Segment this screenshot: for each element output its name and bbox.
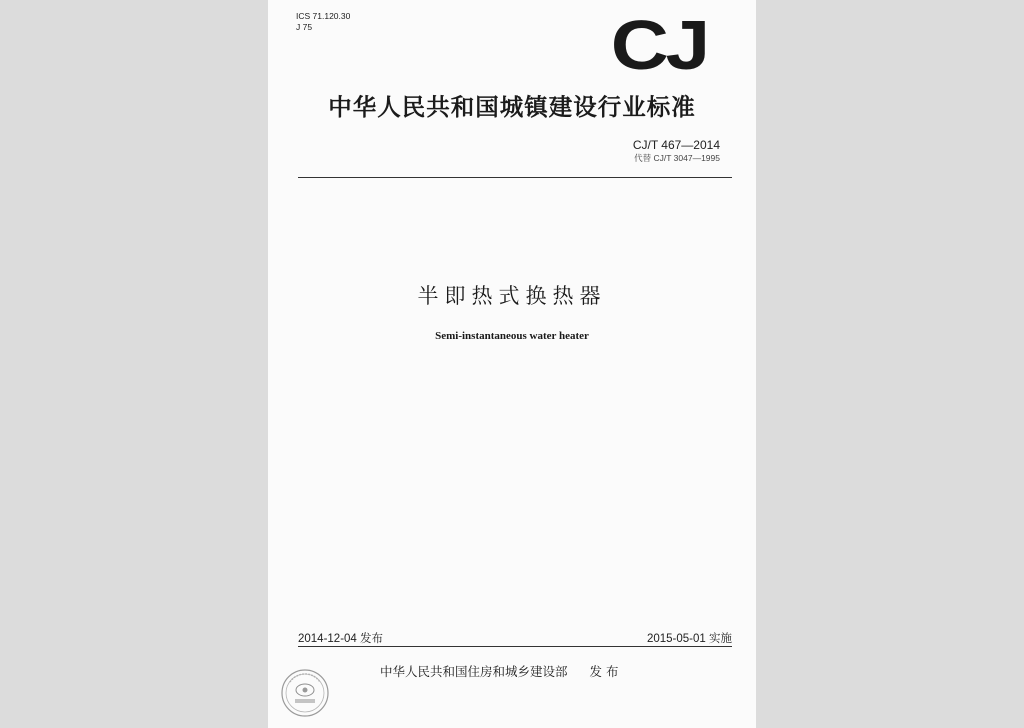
standard-category-title: 中华人民共和国城镇建设行业标准 — [328, 93, 696, 121]
standard-number: CJ/T 467—2014 — [632, 138, 720, 152]
class-code: J 75 — [296, 22, 313, 32]
standard-code-block — [633, 139, 720, 165]
publish-word: 发 布 — [589, 664, 619, 679]
bottom-divider — [298, 646, 732, 647]
document-page — [268, 0, 756, 728]
document-title-chinese: 半即热式换热器 — [417, 284, 607, 308]
replaces-standard: 代替 CJ/T 3047—1995 — [634, 153, 720, 163]
document-title-english: Semi-instantaneous water heater — [435, 330, 589, 342]
ics-code: ICS 71.120.30 — [296, 11, 351, 21]
issuer-line — [380, 662, 619, 680]
classification-block — [296, 11, 350, 33]
implement-date: 2015-05-01 实施 — [646, 633, 732, 645]
issuer-name: 中华人民共和国住房和城乡建设部 — [380, 664, 568, 679]
circular-seal-stamp-icon — [280, 668, 330, 718]
cj-logo: CJ — [610, 18, 707, 72]
issue-date: 2014-12-04 发布 — [298, 633, 384, 645]
top-divider — [298, 177, 732, 178]
